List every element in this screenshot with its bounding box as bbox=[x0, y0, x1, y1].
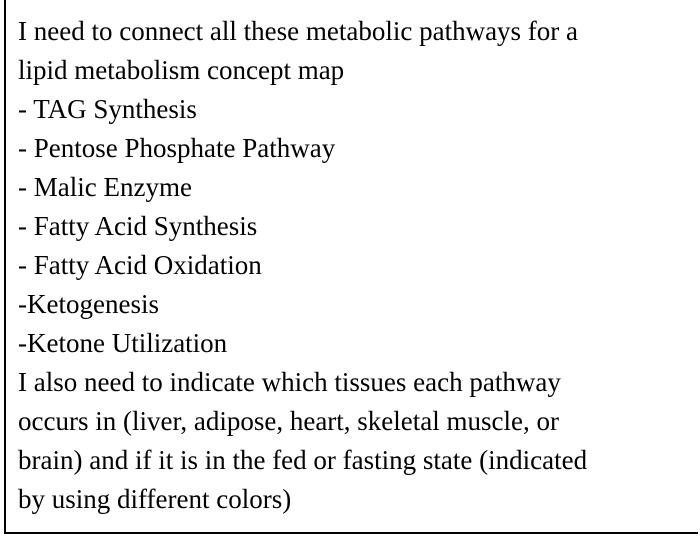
document-frame bbox=[4, 0, 698, 534]
pathway-item-fatty-acid-synthesis: - Fatty Acid Synthesis bbox=[18, 211, 258, 241]
pathway-item-malic-enzyme: - Malic Enzyme bbox=[18, 172, 192, 202]
question-text bbox=[18, 12, 688, 519]
pathway-item-ketone-utilization: -Ketone Utilization bbox=[18, 328, 228, 358]
intro-line-2: lipid metabolism concept map bbox=[18, 55, 345, 85]
instruction-line-1: I also need to indicate which tissues each pathway bbox=[18, 367, 561, 397]
instruction-line-2: occurs in (liver, adipose, heart, skeletal muscle, or bbox=[18, 406, 559, 436]
instruction-line-3: brain) and if it is in the fed or fasting state (indicated bbox=[18, 445, 588, 475]
pathway-item-pentose-phosphate: - Pentose Phosphate Pathway bbox=[18, 133, 336, 163]
pathway-item-tag-synthesis: - TAG Synthesis bbox=[18, 94, 197, 124]
intro-line-1: I need to connect all these metabolic pathways for a bbox=[18, 16, 579, 46]
pathway-item-fatty-acid-oxidation: - Fatty Acid Oxidation bbox=[18, 250, 262, 280]
pathway-item-ketogenesis: -Ketogenesis bbox=[18, 289, 159, 319]
instruction-line-4: by using different colors) bbox=[18, 484, 292, 514]
